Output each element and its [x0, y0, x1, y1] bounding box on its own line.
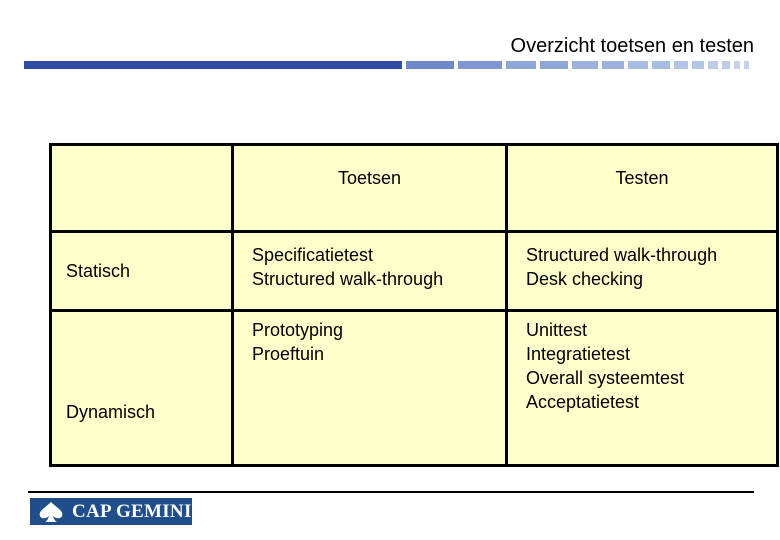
- list-item: Overall systeemtest: [526, 368, 685, 388]
- logo-text: CAP GEMINI: [72, 501, 192, 522]
- row-label-statisch: Statisch: [51, 232, 233, 311]
- list-item: Specificatietest: [252, 245, 374, 265]
- cap-gemini-logo: [30, 498, 192, 525]
- header-testen: Testen: [507, 145, 778, 232]
- test-overview-table: [49, 143, 779, 467]
- table-header-row: [51, 145, 778, 232]
- table-row-dynamisch: [51, 311, 778, 466]
- list-item: Acceptatietest: [526, 392, 640, 412]
- spade-icon: [36, 501, 66, 523]
- list-item: Unittest: [526, 320, 588, 340]
- row-label-dynamisch: Dynamisch: [51, 311, 233, 466]
- table-row-statisch: [51, 232, 778, 311]
- list-item: Structured walk-through: [252, 269, 444, 289]
- list-item: Structured walk-through: [526, 245, 718, 265]
- footer-divider: [28, 491, 754, 493]
- statisch-testen-cell: [507, 232, 778, 311]
- header-empty-cell: [51, 145, 233, 232]
- header-toetsen: Toetsen: [233, 145, 507, 232]
- statisch-toetsen-cell: [233, 232, 507, 311]
- list-item: Desk checking: [526, 269, 644, 289]
- list-item: Prototyping: [252, 320, 344, 340]
- list-item: Integratietest: [526, 344, 631, 364]
- title-underline-bar: [24, 61, 755, 69]
- list-item: Proeftuin: [252, 344, 325, 364]
- slide-title: Overzicht toetsen en testen: [510, 35, 754, 57]
- dynamisch-toetsen-cell: [233, 311, 507, 466]
- dynamisch-testen-cell: [507, 311, 778, 466]
